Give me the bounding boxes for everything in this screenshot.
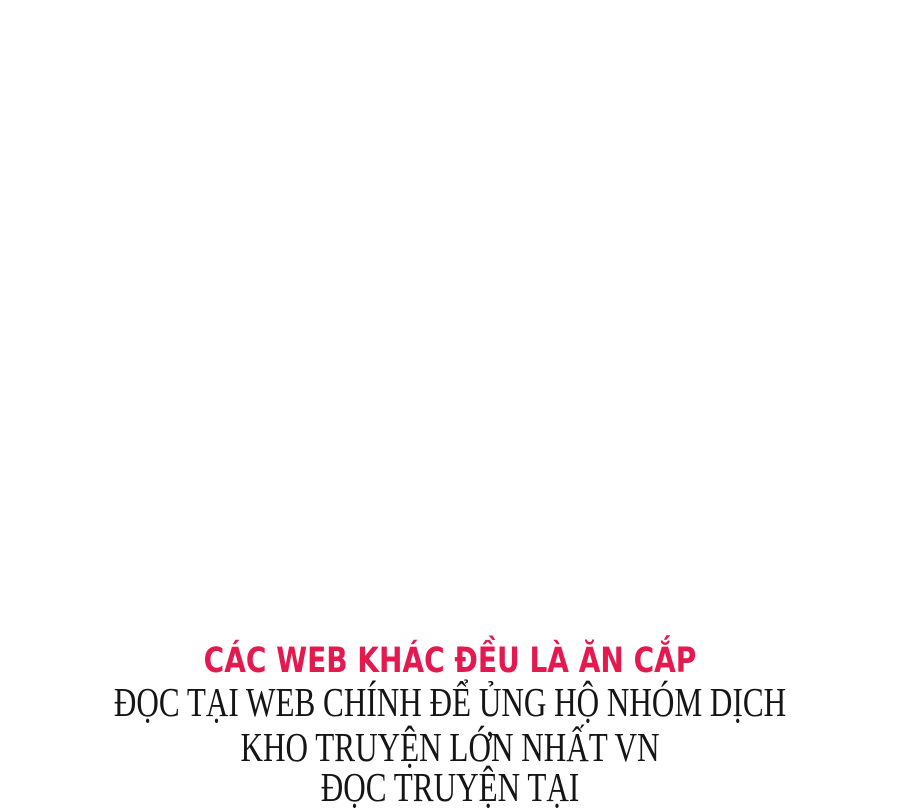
biggest-library-tagline: KHO TRUYỆN LỚN NHẤT VN [240, 724, 660, 770]
piracy-warning-headline: CÁC WEB KHÁC ĐỀU LÀ ĂN CẮP [203, 641, 697, 681]
support-official-site-message: ĐỌC TẠI WEB CHÍNH ĐỂ ỦNG HỘ NHÓM DỊCH [113, 679, 787, 725]
read-at-line-cutoff: ĐỌC TRUYỆN TẠI [320, 764, 580, 810]
